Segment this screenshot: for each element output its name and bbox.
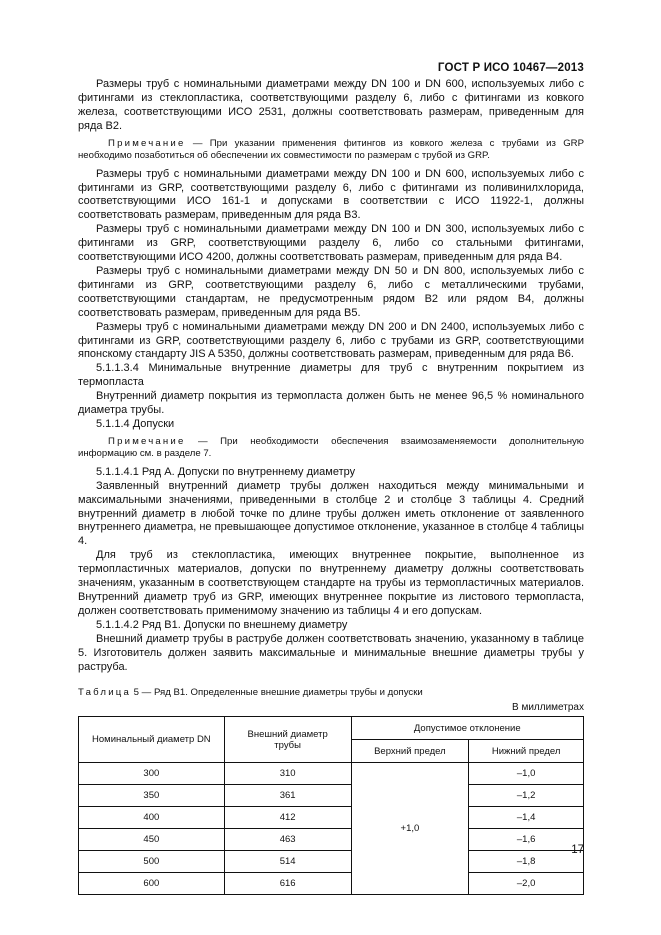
section-5-1-1-4-1-heading: 5.1.1.4.1 Ряд А. Допуски по внутреннему диаметру — [96, 465, 356, 478]
note-2-label: Примечание — [108, 435, 186, 447]
section-5-1-1-3-4-heading: 5.1.1.3.4 Минимальные внутренние диаметры для труб с внутренним покрытием из термопласта — [78, 362, 584, 389]
cell-lower: –1,2 — [469, 785, 584, 807]
note-1-text: — При указании применения фитингов из ковкого железа с трубами из GRP необходимо позаботиться об обеспечении их совместимости по размерам с трубой из GRP. — [78, 137, 584, 162]
cell-od: 463 — [224, 829, 351, 851]
header-tolerance: Допустимое отклонение — [351, 717, 583, 740]
header-dn: Номинальный диаметр DN — [79, 717, 225, 763]
table-caption — [78, 687, 584, 698]
cell-od: 514 — [224, 851, 351, 873]
note-1 — [78, 138, 584, 163]
cell-dn: 500 — [79, 851, 225, 873]
cell-dn: 450 — [79, 829, 225, 851]
paragraph-10: Заявленный внутренний диаметр трубы должен находиться между минимальными и максимальными значениями, приведенными в столбце 2 и столбце 3 таблицы 4. Средний внутренний диаметр в любой точке по длине трубы должен иметь отклонение от заявленного внутреннего диаметра, не превышающее допустимое отклонение, указанное в столбце 4 таблицы 4. — [78, 479, 584, 548]
cell-od: 412 — [224, 807, 351, 829]
paragraph-1: Размеры труб с номинальными диаметрами между DN 100 и DN 600, используемых либо с фитингами из стеклопластика, соответствующими разделу 6, либо с фитингами из ковкого железа, соответствующими ИСО 2531, должны соответствовать размерам, приведенным для ряда В2. — [78, 78, 584, 132]
section-5-1-1-4-heading: 5.1.1.4 Допуски — [96, 417, 175, 430]
paragraph-13: Внешний диаметр трубы в раструбе должен соответствовать значению, указанному в таблице 5. Изготовитель должен заявить максимальные и минимальные внешние диаметры трубы у раструба. — [78, 632, 584, 673]
cell-lower: –1,8 — [469, 851, 584, 873]
note-2 — [78, 436, 584, 461]
header-od-text: Внешний диаметр трубы — [247, 728, 328, 751]
cell-od: 310 — [224, 763, 351, 785]
table-row — [79, 829, 584, 851]
cell-od: 361 — [224, 785, 351, 807]
header-od — [224, 717, 351, 763]
cell-lower: –1,4 — [469, 807, 584, 829]
table-caption-label: Таблица — [78, 687, 132, 699]
paragraph-7: Внутренний диаметр покрытия из термопласта должен быть не менее 96,5 % номинального диаметра трубы. — [78, 390, 584, 417]
cell-upper: +1,0 — [351, 763, 469, 895]
paragraph-2: Размеры труб с номинальными диаметрами между DN 100 и DN 600, используемых либо с фитингами из GRP, соответствующими разделу 6, либо с фитингами из поливинилхлорида, соответствующими ИСО 161-1 и допусками в соответствии с ИСО 11922-1, должны соответствовать размерам, приведенным для ряда В3. — [78, 167, 584, 222]
cell-lower: –1,6 — [469, 829, 584, 851]
table-row — [79, 851, 584, 873]
page-number: 17 — [571, 844, 584, 856]
note-1-label: Примечание — [108, 137, 186, 149]
table-row — [79, 763, 584, 785]
table-caption-text: 5 — Ряд В1. Определенные внешние диаметры трубы и допуски — [131, 687, 423, 699]
cell-lower: –1,0 — [469, 763, 584, 785]
dimensions-table — [78, 716, 584, 895]
note-2-text: — При необходимости обеспечения взаимозаменяемости дополнительную информацию см. в разделе 7. — [78, 435, 584, 460]
table-row — [79, 785, 584, 807]
table-row — [79, 873, 584, 895]
cell-lower: –2,0 — [469, 873, 584, 895]
header-upper: Верхний предел — [351, 740, 469, 763]
document-body — [78, 78, 584, 895]
header-lower: Нижний предел — [469, 740, 584, 763]
table-row — [79, 807, 584, 829]
paragraph-4: Размеры труб с номинальными диаметрами между DN 50 и DN 800, используемых либо с фитингами из GRP, соответствующими разделу 6, либо с металлическими трубами, соответствующими стандартам, не предусмотренным рядом В2 или рядом В4, должны соответствовать размерам, приведенным для ряда В5. — [78, 264, 584, 319]
cell-od: 616 — [224, 873, 351, 895]
paragraph-11: Для труб из стеклопластика, имеющих внутреннее покрытие, выполненное из термопластичных материалов, допуски по внутреннему диаметру должны соответствовать значениям, указанным в соответствующем стандарте на трубы из термопластичных материалов. Внутренний диаметр труб из GRP, имеющих внутреннее покрытие из листового термопласта, должен соответствовать применимому значению из таблицы 4 и его допускам. — [78, 549, 584, 617]
cell-dn: 350 — [79, 785, 225, 807]
section-5-1-1-4-2-heading: 5.1.1.4.2 Ряд В1. Допуски по внешнему диаметру — [96, 618, 348, 631]
paragraph-3: Размеры труб с номинальными диаметрами между DN 100 и DN 300, используемых либо с фитингами из GRP, соответствующими разделу 6, либо со стальными фитингами, соответствующими ИСО 4200, должны соответствовать размерам, приведенным для ряда В4. — [78, 223, 584, 264]
paragraph-5: Размеры труб с номинальными диаметрами между DN 200 и DN 2400, используемых либо с фитингами из GRP, соответствующими разделу 6, либо с трубами из GRP, соответствующими японскому стандарту JIS A 5350, должны соответствовать размерам, приведенным для ряда В6. — [78, 320, 584, 361]
cell-dn: 300 — [79, 763, 225, 785]
cell-dn: 600 — [79, 873, 225, 895]
cell-dn: 400 — [79, 807, 225, 829]
table-unit: В миллиметрах — [512, 702, 584, 714]
document-header: ГОСТ Р ИСО 10467—2013 — [437, 62, 584, 74]
